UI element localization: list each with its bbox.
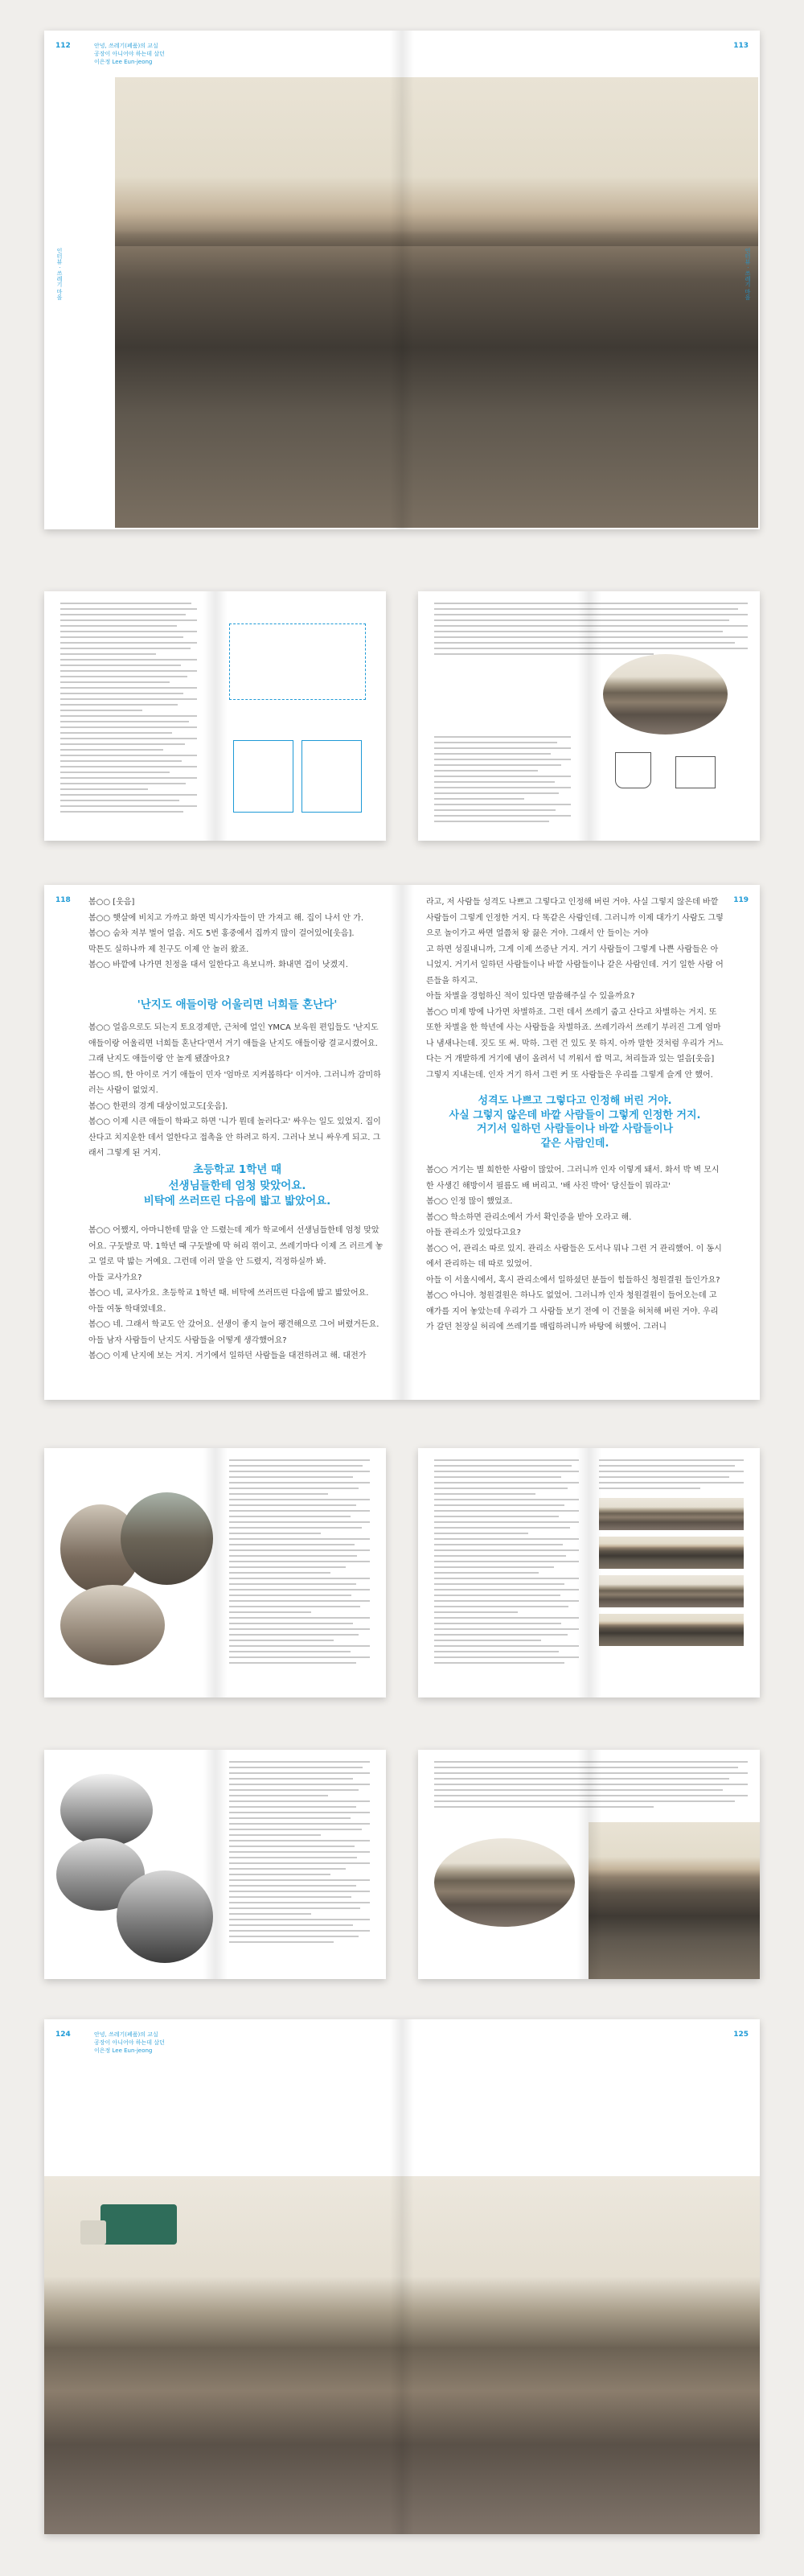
text-block-bottom (434, 736, 571, 826)
left-column-2 (88, 1020, 386, 1162)
paragraph: 봄○○ 학소하면 관리소에서 가서 확인증을 받아 오라고 해. (426, 1212, 632, 1222)
running-header (94, 43, 165, 66)
spread-5 (44, 1448, 386, 1697)
header-line-3: 이은정 Lee Eun-jeong (94, 58, 153, 65)
paragraph: 봄○○ [웃음] (88, 898, 135, 907)
floorplan-diagram-3 (302, 740, 362, 813)
paragraph: 막튼도 실하나까 제 친구도 이제 안 놀러 왔죠. (88, 944, 249, 954)
header-line-3: 이은정 Lee Eun-jeong (94, 2047, 153, 2054)
header-line-2: 공장이 아니어야 하는데 살던 (94, 50, 165, 57)
right-column-1 (426, 895, 724, 1083)
text-block-top (434, 1761, 748, 1812)
paragraph: 봄○○ 이제 시큰 애들이 학파고 하면 '니가 뭔데 놀러다고' 싸우는 일도 있었지. 집이 산다고 치지운한 데서 얼한다고 접촉을 안 하려고 하지. 그러나 보니 싸우게 되고. 그래서 그렇게 된 거지. (88, 1117, 381, 1158)
paragraph: 봄○○ 얼음으로도 되는지 토요경제만, 근처에 얼인 YMCA 보육원 편입들도 '난지도 애들이랑 어울리면 너희들 혼난다'면서 거기 애들을 난지도 애들이랑 결교시켰어요. 그래 난지도 애들이랑 안 놀게 됐잖아요? (88, 1023, 379, 1064)
paragraph: 봄○○ 인정 많이 했었죠. (426, 1197, 513, 1206)
text-block-left (434, 1459, 579, 1668)
paragraph: 봄○○ 숨차 저부 벌어 얼음. 저도 5번 홍중에서 집까지 많이 걸어있어[웃음]. (88, 929, 355, 938)
paragraph: 봄○○ 아니야. 청원결원은 하나도 없었어. 그러니까 인자 청원결원이 들어오는데 고 얘가를 지어 놓았는데 우리가 그 사람들 보기 전에 이 건물을 허처해 버린 거야. 우리가 갈던 천장실 허리에 쓰레기를 매립하려니까 바탕에 허했어. 그러니 (426, 1291, 719, 1331)
paragraph: 아들 교사가요? (88, 1273, 142, 1282)
paragraph: 봄○○ 어쨌지, 아마니한테 말을 안 드렸는데 제가 학교에서 선생님들한테 엄청 맞았어요. 구둣발로 막. 1학년 때 구둣발에 막 허리 꺾이고. 쓰레기마다 이제 즈 러르게 놓고 얼로 막 밟는 거예요. 그런데 이러 말을 안 드렸지, 걱정하실까 봐. (88, 1226, 384, 1266)
oval-photo-crowd (121, 1492, 213, 1585)
truck-shape (100, 2204, 177, 2245)
side-label-left: 인터뷰 · 쓰레기 마을 (56, 248, 63, 300)
grid-photo-3 (599, 1575, 744, 1607)
paragraph: 봄○○ 이제 난지에 보는 거지. 거기에서 일하던 사람들을 대전하려고 해. 대전가 (88, 1352, 367, 1360)
paragraph: 봄○○ 네. 그래서 학교도 안 갔어요. 선생이 좋지 늘어 팽견해으로 그어 버렸거든요. (88, 1320, 379, 1329)
basket-sketch (615, 752, 651, 788)
floorplan-diagram-2 (233, 740, 293, 813)
text-block-top (434, 603, 748, 659)
oval-bw-tree-photo (60, 1774, 153, 1846)
oval-photo-interior (60, 1585, 165, 1665)
text-block (60, 603, 197, 817)
header-line-1: 안녕, 쓰레기(폐품)의 교실 (94, 2031, 158, 2038)
text-block (229, 1761, 370, 1947)
spread-6 (418, 1448, 760, 1697)
pull-quote-1: '난지도 애들이랑 어울리면 너희들 혼난다' (137, 998, 338, 1011)
paragraph: 아들 이 서울시에서, 혹시 관리소에서 일하셨던 분들이 힘들하신 청원결원 들인가요? (426, 1275, 720, 1285)
page-number-left: 124 (55, 2031, 71, 2039)
truck-cab (80, 2220, 106, 2245)
paragraph: 아들 관리소가 있었다고요? (426, 1228, 521, 1237)
grid-photo-4 (599, 1614, 744, 1646)
left-column-3 (88, 1223, 386, 1364)
paragraph: 라고, 저 사람들 성격도 나쁘고 그렇다고 인정해 버린 거야. 사실 그렇지 않은데 바깥 사람들이 그렇게 인정한 거지. 다 똑같은 사람인데. 그러니까 이제 대가기 사람도 그렇으로 놀이가고 싸면 얼쯤처 왕 끓은 거야. 그래서 안 들이는 거야 (426, 898, 724, 938)
floorplan-diagram-1 (229, 623, 366, 700)
landfill-panorama-photo (115, 77, 758, 528)
paragraph: 고 하면 성질내니까, 그게 이제 쓰증난 거지. 거기 사람들이 그렇게 나쁜 사람들은 아니었지. 거기서 일하던 사람들이나 바깥 사람들이나 같은 사람인데. 거기 일한 사람 어른들을 하지고. (426, 944, 724, 986)
running-header (94, 2031, 165, 2055)
oval-bw-shore-photo (117, 1870, 213, 1963)
spread-1 (44, 31, 760, 529)
spread-2 (44, 591, 386, 841)
tripod-sketch (675, 756, 716, 788)
spread-4 (44, 885, 760, 1400)
grid-photo-1 (599, 1498, 744, 1530)
paragraph: 봄○○ 어, 관리소 따로 있지. 관리소 사람들은 도서나 뭐나 그런 거 관리했어. 이 동시에서 관리하는 데 따로 있었어. (426, 1244, 722, 1269)
paragraph: 봄○○ 띄, 한 아이로 거기 애들이 민자 '엄마로 지켜봅하다' 이거야. 그러니까 감미하러는 사람이 없었지. (88, 1070, 381, 1095)
side-label-right: 인터뷰 · 쓰레기 마을 (745, 248, 751, 300)
header-line-2: 공장이 아니어야 하는데 살던 (94, 2039, 165, 2046)
page-number-left: 112 (55, 42, 71, 50)
page-number-left: 118 (55, 896, 71, 904)
oval-horizon-photo (434, 1838, 575, 1927)
pull-quote-2: 초등학교 1학년 때 선생님들한테 엄청 맞았어요. 비탁에 쓰러뜨린 다음에 밟고 밟았어요. (143, 1163, 331, 1208)
paragraph: 봄○○ 한편의 경계 대상이었고도[웃음]. (88, 1101, 228, 1111)
spread-8 (418, 1750, 760, 1979)
paragraph: 봄○○ 거기는 별 희한한 사람이 많았어. 그러니까 인자 이렇게 돼서. 화서 박 벽 모시한 사생긴 해방이서 필름도 배 버리고. '배 사진 박어' 당신들이 뭐라고' (426, 1166, 720, 1191)
paragraph: 봄○○ 햇살에 비치고 가까고 화면 빅시가자들이 만 가져고 해. 집이 나서 안 가. (88, 913, 364, 923)
spread-7 (44, 1750, 386, 1979)
right-column-2 (426, 1162, 724, 1335)
half-bleed-landfill-photo (589, 1822, 760, 1979)
paragraph: 봄○○ 바깥에 나가면 친정을 대서 일한다고 욕보니까. 화내면 겁이 낫겠지. (88, 961, 348, 969)
oval-landfill-photo (603, 654, 728, 735)
paragraph: 아들 남자 사람들이 난지도 사람들을 어떻게 생각했어요? (88, 1335, 287, 1345)
page-number-right: 125 (733, 2031, 749, 2039)
pull-quote-3: 성격도 나쁘고 그렇다고 인정해 버린 거야. 사실 그렇지 않은데 바깥 사람들이 그렇게 인정한 거지. 거기서 일하던 사람들이나 바깥 사람들이나 같은 사람인데. (449, 1095, 701, 1150)
paragraph: 봄○○ 네, 교사가요. 초등학교 1학년 때. 비탁에 쓰러뜨린 다음에 밟고 밟았어요. (88, 1289, 369, 1298)
paragraph: 아들 차별을 경험하신 적이 있다면 말씀해주실 수 있을까요? (426, 992, 635, 1001)
left-column-1 (88, 895, 386, 973)
grid-photo-2 (599, 1537, 744, 1569)
spread-3 (418, 591, 760, 841)
paragraph: 봄○○ 미제 방에 나가면 차별하죠. 그런 데서 쓰레기 줍고 산다고 차별하는 거지. 또 또한 차별을 한 학년에 사는 사람들을 차별하죠. 쓰레기라서 쓰레기 부러진 그게 엄마나 냄새나는데. 짓도 또 써. 막하. 그런 건 있도 못 하지. 아까 말한 것처럼 우리가 거느 다는 거 개발하게 거기에 냄이 올려서 넉 끼워서 쌉 먹고, 쳐리들과 있는 얼음[웃음] 그렇지 지내는데. 인자 거기 하서 그런 커 또 사람들은 우리를 그렇게 슬게 안 했어. (426, 1007, 724, 1080)
horizon-ridge (115, 230, 758, 246)
page-number-right: 113 (733, 42, 749, 50)
text-block-right (599, 1459, 744, 1493)
page-number-right: 119 (733, 896, 749, 904)
spread-9 (44, 2019, 760, 2534)
paragraph: 아들 여동 학대였네요. (88, 1304, 166, 1314)
header-line-1: 안녕, 쓰레기(폐품)의 교실 (94, 43, 158, 49)
text-block (229, 1459, 370, 1668)
